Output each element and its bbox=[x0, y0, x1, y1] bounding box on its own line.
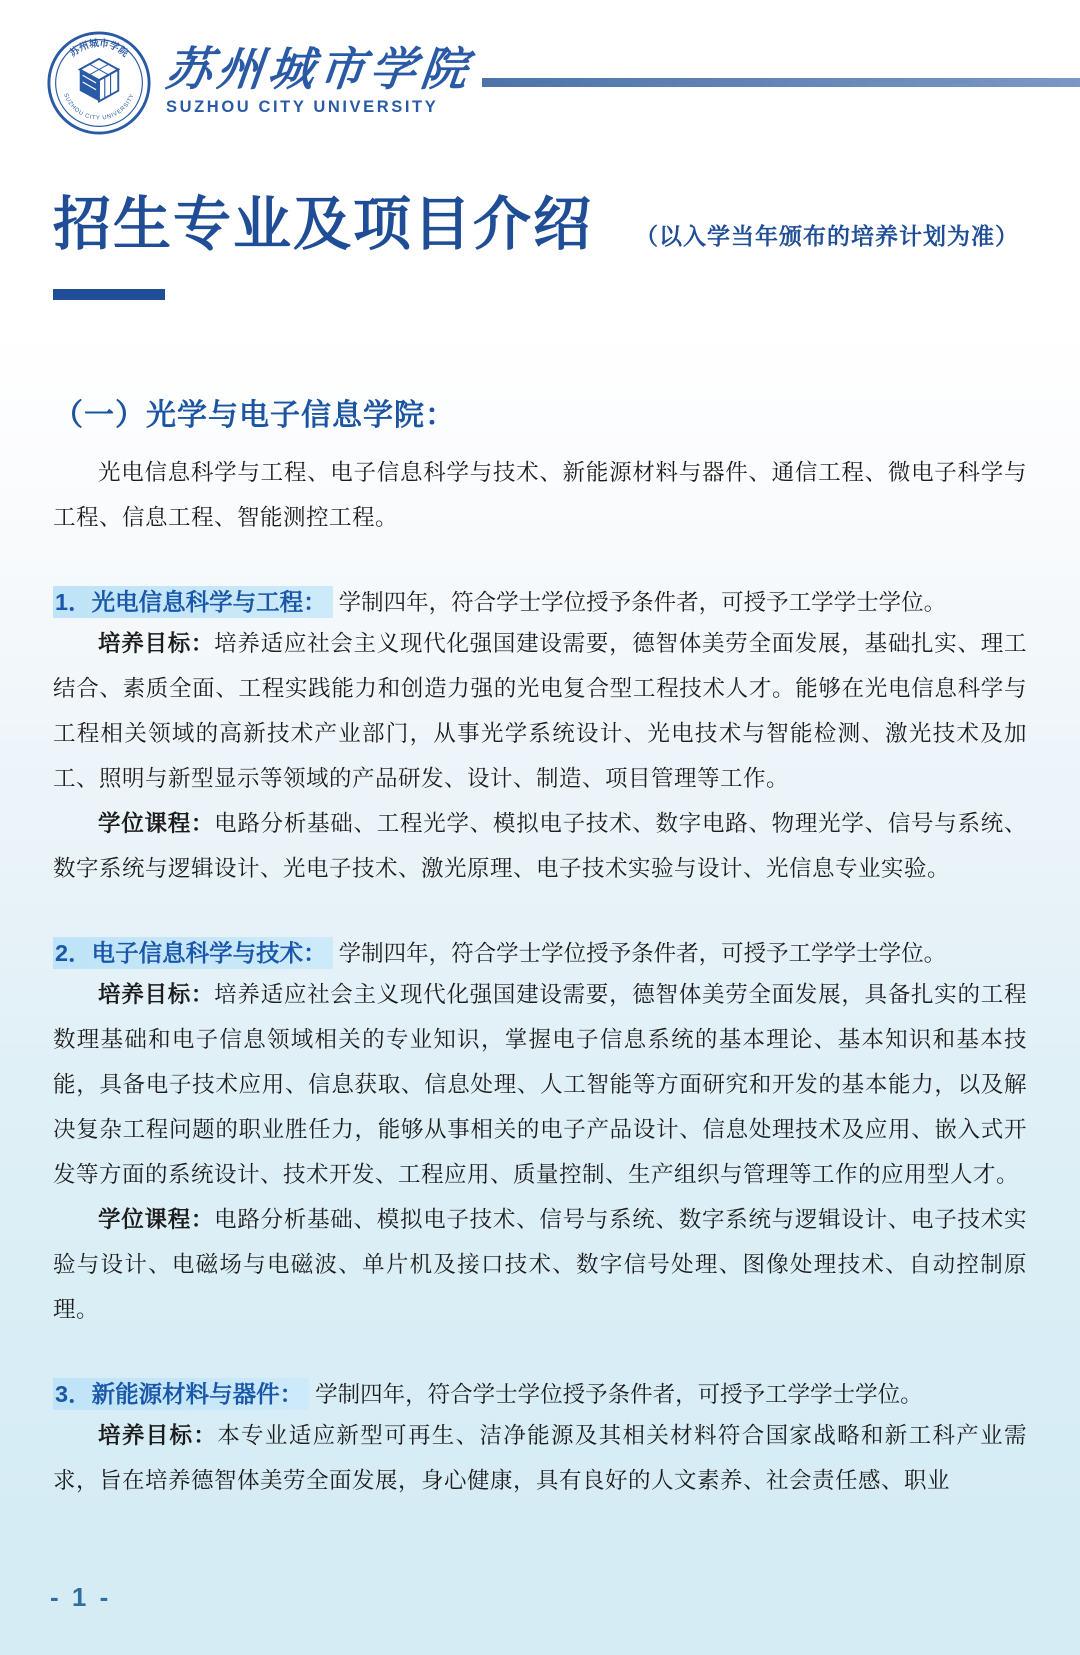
courses-text: 电路分析基础、模拟电子技术、信号与系统、数字系统与逻辑设计、电子技术实验与设计、电磁场与电磁波、单片机及接口技术、数字信号处理、图像处理技术、自动控制原理。 bbox=[53, 1206, 1027, 1322]
program-2-heading-line bbox=[53, 935, 1027, 972]
program-3-title: 3．新能源材料与器件： bbox=[53, 1378, 309, 1410]
goal-label: 培养目标： bbox=[98, 1422, 218, 1448]
goal-text: 培养适应社会主义现代化强国建设需要，德智体美劳全面发展，基础扎实、理工结合、素质全面、工程实践能力和创造力强的光电复合型工程技术人才。能够在光电信息科学与工程相关领域的高新技术产业部门，从事光学系统设计、光电技术与智能检测、激光技术及加工、照明与新型显示等领域的产品研发、设计、制造、项目管理等工作。 bbox=[53, 630, 1027, 791]
main-content bbox=[0, 390, 1080, 1503]
program-1-courses bbox=[53, 801, 1027, 891]
goal-label: 培养目标： bbox=[98, 630, 215, 656]
program-2 bbox=[53, 935, 1027, 1332]
courses-label: 学位课程： bbox=[98, 810, 215, 836]
university-wordmark bbox=[163, 30, 475, 117]
courses-text: 电路分析基础、工程光学、模拟电子技术、数字电路、物理光学、信号与系统、数字系统与逻辑设计、光电子技术、激光原理、电子技术实验与设计、光信息专业实验。 bbox=[53, 810, 1027, 881]
program-3 bbox=[53, 1376, 1027, 1503]
title-underline bbox=[53, 289, 165, 300]
header-divider-line bbox=[482, 78, 1080, 87]
program-2-title: 2．电子信息科学与技术： bbox=[53, 937, 333, 969]
program-1-goal bbox=[53, 621, 1027, 801]
college-majors-intro: 光电信息科学与工程、电子信息科学与技术、新能源材料与器件、通信工程、微电子科学与工程、信息工程、智能测控工程。 bbox=[53, 459, 1027, 530]
program-3-schedule: 学制四年，符合学士学位授予条件者，可授予工学学士学位。 bbox=[315, 1381, 923, 1407]
program-3-goal bbox=[53, 1413, 1027, 1503]
goal-label: 培养目标： bbox=[98, 981, 215, 1007]
program-1-schedule: 学制四年，符合学士学位授予条件者，可授予工学学士学位。 bbox=[338, 589, 947, 615]
page-number: - 1 - bbox=[50, 1582, 112, 1612]
program-1-title: 1．光电信息科学与工程： bbox=[53, 586, 333, 618]
program-3-heading-line bbox=[53, 1376, 1027, 1413]
title-block bbox=[0, 192, 1080, 300]
seal-arc-top-text: 苏州城市学院 bbox=[67, 38, 131, 60]
program-2-schedule: 学制四年，符合学士学位授予条件者，可授予工学学士学位。 bbox=[338, 940, 947, 966]
page-title: 招生专业及项目介绍 bbox=[53, 192, 594, 257]
title-note: （以入学当年颁布的培养计划为准） bbox=[635, 223, 1020, 249]
university-seal-icon bbox=[46, 30, 152, 136]
page-header bbox=[0, 0, 1080, 136]
college-heading: （一）光学与电子信息学院： bbox=[53, 398, 456, 432]
program-2-goal bbox=[53, 972, 1027, 1197]
university-name-en: SUZHOU CITY UNIVERSITY bbox=[166, 97, 439, 116]
goal-text: 培养适应社会主义现代化强国建设需要，德智体美劳全面发展，具备扎实的工程数理基础和电子信息领域相关的专业知识，掌握电子信息系统的基本理论、基本知识和基本技能，具备电子技术应用、信息获取、信息处理、人工智能等方面研究和开发的基本能力，以及解决复杂工程问题的职业胜任力，能够从事相关的电子产品设计、信息处理技术及应用、嵌入式开发等方面的系统设计、技术开发、工程应用、质量控制、生产组织与管理等工作的应用型人才。 bbox=[53, 981, 1027, 1187]
courses-label: 学位课程： bbox=[98, 1206, 215, 1232]
seal-arc-bottom-text: SUZHOU CITY UNIVERSITY bbox=[62, 92, 136, 122]
program-1-heading-line bbox=[53, 584, 1027, 621]
program-1 bbox=[53, 584, 1027, 891]
program-2-courses bbox=[53, 1197, 1027, 1332]
university-name-zh: 苏州城市学院 bbox=[163, 42, 475, 96]
goal-text: 本专业适应新型可再生、洁净能源及其相关材料符合国家战略和新工科产业需求，旨在培养德智体美劳全面发展，身心健康，具有良好的人文素养、社会责任感、职业 bbox=[53, 1422, 1027, 1493]
